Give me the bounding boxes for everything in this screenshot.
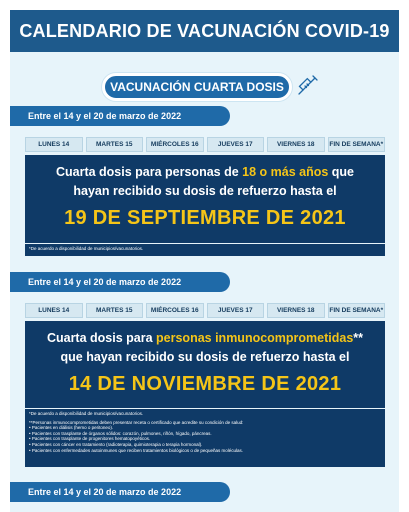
fourth-dose-badge: VACUNACIÓN CUARTA DOSIS	[102, 73, 292, 101]
weekday-row	[25, 303, 385, 318]
cutoff-date: 14 DE NOVIEMBRE DE 2021	[68, 373, 342, 395]
footnote-line: *De acuerdo a disponibilidad de municipios/vacunatorios.	[29, 411, 144, 416]
day-weekend: FIN DE SEMANA*	[328, 137, 386, 152]
announcement-card-18-plus	[25, 155, 385, 243]
day-friday: VIERNES 18	[267, 137, 325, 152]
day-tuesday: MARTES 15	[86, 303, 144, 318]
page-title: CALENDARIO DE VACUNACIÓN COVID-19	[10, 10, 399, 52]
footnote-line: • Pacientes con trasplante de progenitores hematopoyéticos.	[29, 436, 151, 442]
day-thursday: JUEVES 17	[207, 303, 265, 318]
date-range-label: Entre el 14 y el 20 de marzo de 2022	[10, 272, 230, 292]
footnote-line: • Pacientes con cáncer en tratamiento (radioterapia, quimioterapia o terapia hormonal).	[29, 441, 203, 447]
footnote: *De acuerdo a disponibilidad de municipios/vacunatorios.	[25, 244, 385, 256]
footnote-line: **Personas inmunocomprometidas deben presentar receta o certificado que acredite su condición de salud:	[29, 419, 244, 425]
day-thursday: JUEVES 17	[207, 137, 265, 152]
footnote-line: • Pacientes con trasplante de órganos sólidos: corazón, pulmones, riñón, hígado, páncreas.	[29, 430, 212, 436]
day-friday: VIERNES 18	[267, 303, 325, 318]
announcement-line-1: Cuarta dosis para personas de 18 o más años que	[55, 165, 355, 179]
announcement-line-2: que hayan recibido su dosis de refuerzo hasta el	[60, 350, 350, 364]
weekday-row	[25, 137, 385, 152]
day-tuesday: MARTES 15	[86, 137, 144, 152]
day-monday: LUNES 14	[25, 303, 83, 318]
date-range-label: Entre el 14 y el 20 de marzo de 2022	[10, 482, 230, 502]
day-weekend: FIN DE SEMANA*	[328, 303, 386, 318]
date-range-label: Entre el 14 y el 20 de marzo de 2022	[10, 106, 230, 126]
cutoff-date: 19 DE SEPTIEMBRE DE 2021	[64, 207, 346, 229]
announcement-line-1: Cuarta dosis para personas inmunocomprometidas**	[46, 331, 364, 345]
announcement-line-2: hayan recibido su dosis de refuerzo hasta el	[73, 184, 337, 198]
footnote-block	[25, 409, 385, 467]
footnote-line: • Pacientes con enfermedades autoinmunes que reciben tratamientos biológicos o de pequeñas moléculas.	[29, 447, 243, 453]
footnote-line: • Pacientes en diálisis (hemo o peritoneo).	[29, 425, 114, 431]
day-wednesday: MIÉRCOLES 16	[146, 303, 204, 318]
day-wednesday: MIÉRCOLES 16	[146, 137, 204, 152]
day-monday: LUNES 14	[25, 137, 83, 152]
announcement-card-immunocompromised	[25, 321, 385, 408]
syringe-icon	[296, 73, 320, 97]
